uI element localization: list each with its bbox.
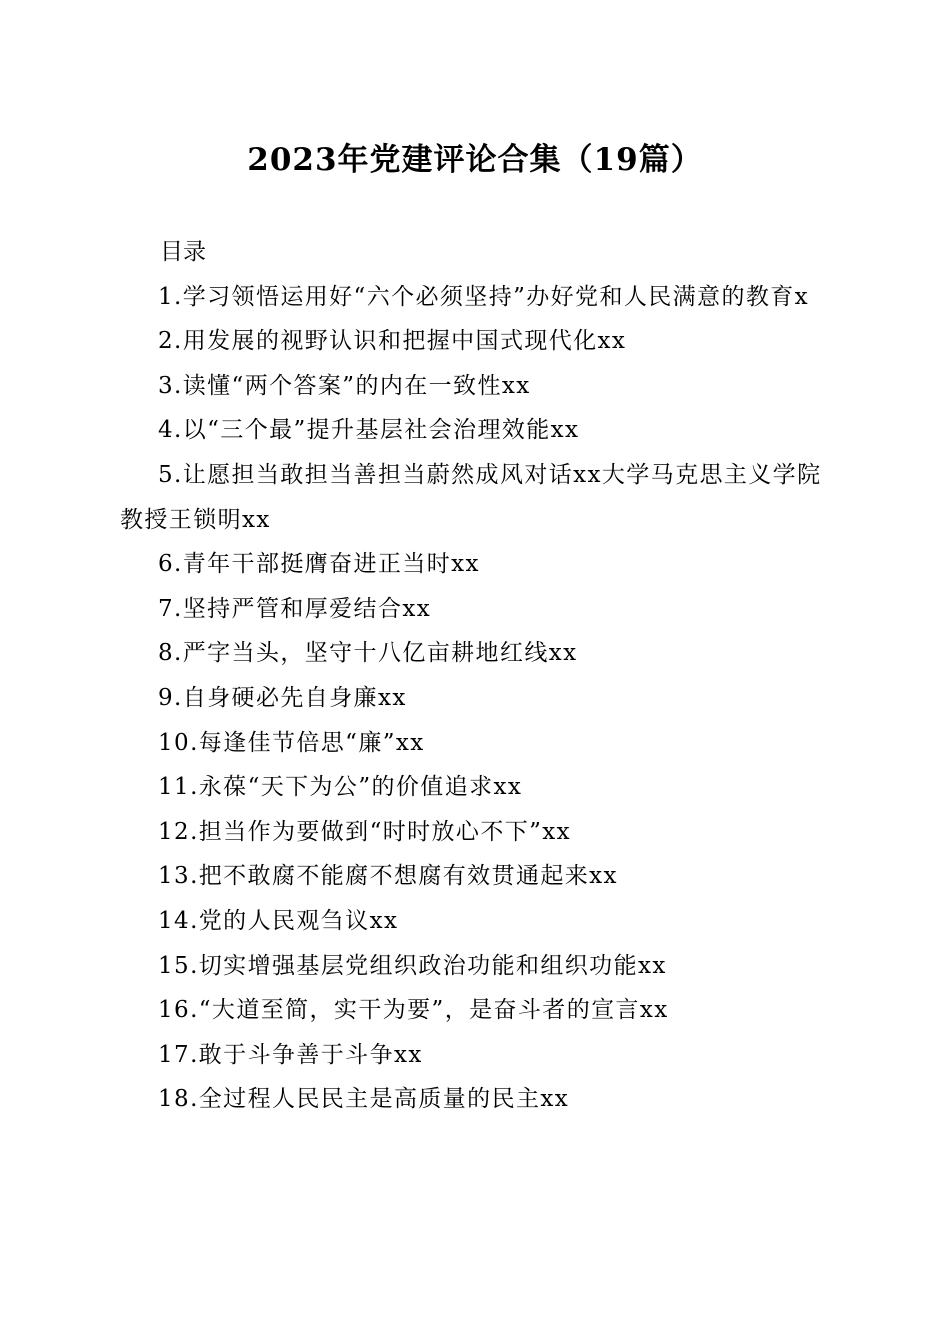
toc-item: 2.用发展的视野认识和把握中国式现代化xx [158, 328, 627, 355]
toc-item: 1.学习领悟运用好“六个必须坚持”办好党和人民满意的教育x [158, 283, 810, 310]
toc-item: 8.严字当头，坚守十八亿亩耕地红线xx [158, 640, 578, 667]
toc-item: 6.青年干部挺膺奋进正当时xx [158, 551, 480, 578]
toc-item: 12.担当作为要做到“时时放心不下”xx [158, 818, 572, 845]
toc-item: 14.党的人民观刍议xx [158, 907, 399, 934]
toc-item: 15.切实增强基层党组织政治功能和组织功能xx [158, 952, 667, 979]
toc-item: 13.把不敢腐不能腐不想腐有效贯通起来xx [158, 863, 618, 890]
table-of-contents [120, 230, 830, 1122]
toc-item: 3.读懂“两个答案”的内在一致性xx [158, 372, 531, 399]
toc-item: 9.自身硬必先自身廉xx [158, 684, 407, 711]
toc-item: 7.坚持严管和厚爱结合xx [158, 595, 432, 622]
toc-item: 10.每逢佳节倍思“廉”xx [158, 729, 425, 756]
toc-item: 18.全过程人民民主是高质量的民主xx [158, 1086, 570, 1113]
toc-item: 11.永葆“天下为公”的价值追求xx [158, 774, 523, 801]
toc-item: 16.“大道至简，实干为要”，是奋斗者的宣言xx [158, 997, 669, 1024]
toc-item: 5.让愿担当敢担当善担当蔚然成风对话xx大学马克思主义学院教授王锁明xx [120, 461, 822, 533]
document-title: 2023年党建评论合集（19篇） [247, 142, 703, 178]
toc-item: 17.敢于斗争善于斗争xx [158, 1041, 423, 1068]
toc-item: 4.以“三个最”提升基层社会治理效能xx [158, 417, 580, 444]
toc-heading: 目录 [160, 239, 206, 265]
